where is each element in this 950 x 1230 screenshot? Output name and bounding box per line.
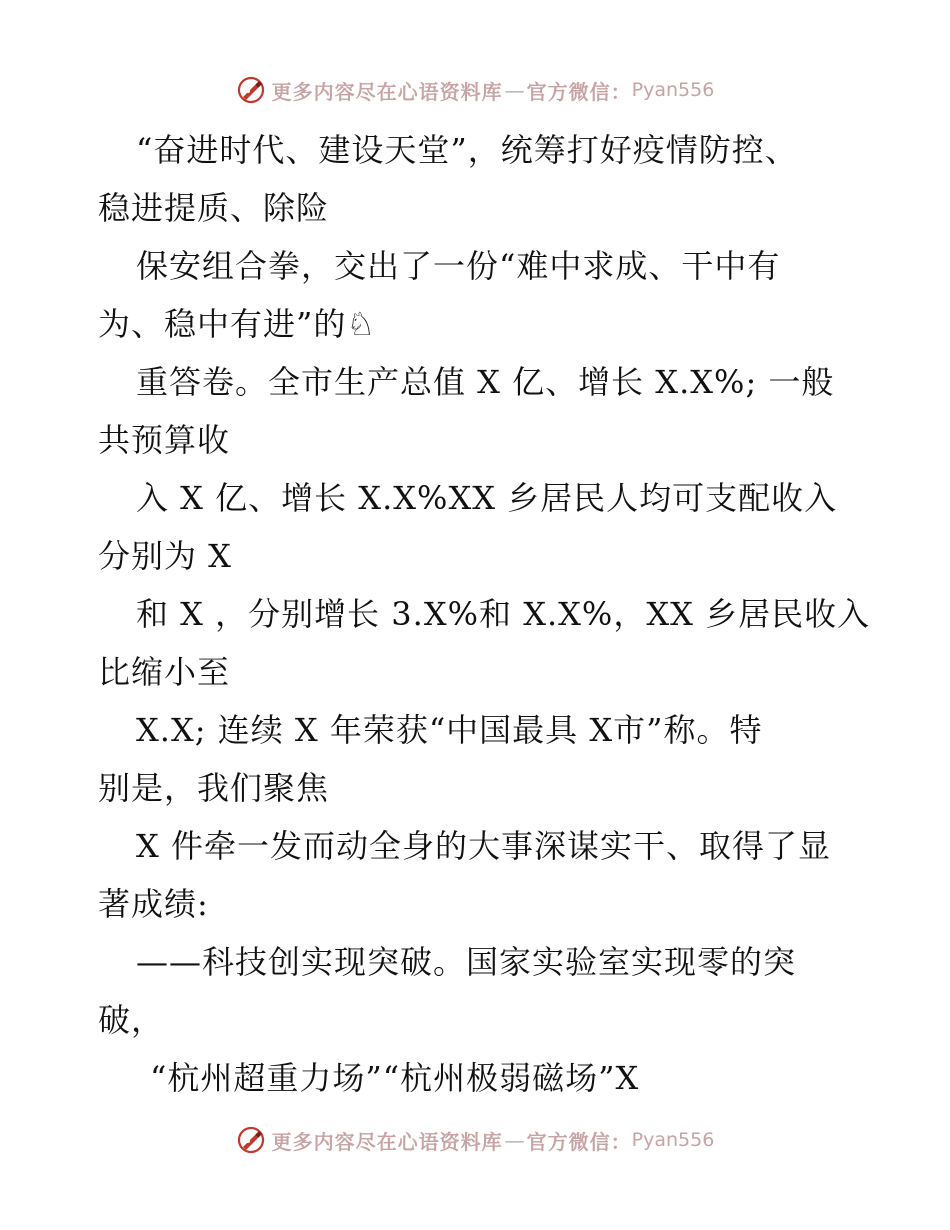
- text-line: 著成绩:: [98, 885, 209, 923]
- text-line: 破，: [98, 1001, 165, 1039]
- text-line: “杭州超重力场”“杭州极弱磁场”X: [150, 1059, 640, 1097]
- footer-separator: —: [504, 1128, 525, 1152]
- document-body: [98, 121, 871, 1107]
- text-line: 分别为 X: [98, 537, 232, 575]
- header-wechat-label: 官方微信：: [526, 79, 632, 104]
- header-site-text: 更多内容尽在心语资料库: [271, 79, 503, 104]
- text-line: 保安组合拳，交出了一份“难中求成、干中有: [136, 247, 781, 285]
- header-banner: [0, 70, 950, 110]
- text-line: 和 X ，分别增长 3.X%和 X.X%，XX 乡居民收入: [136, 595, 871, 633]
- header-wechat-id: Pyan556: [631, 79, 715, 101]
- footer-wechat-label: 官方微信：: [526, 1129, 632, 1154]
- footer-wechat-id: Pyan556: [631, 1129, 715, 1151]
- footer-banner: [0, 1120, 950, 1160]
- text-line: 共预算收: [98, 421, 231, 459]
- text-line: 别是，我们聚焦: [98, 769, 330, 807]
- text-line: X.X; 连续 X 年荣获“中国最具 X市”称。特: [136, 711, 763, 749]
- text-line: 稳进提质、除险: [98, 189, 330, 227]
- text-line: ——科技创实现突破。国家实验室实现零的突: [136, 943, 797, 981]
- header-separator: —: [504, 78, 525, 102]
- text-line: 重答卷。全市生产总值 X 亿、增长 X.X%; 一般: [136, 363, 835, 401]
- footer-site-text: 更多内容尽在心语资料库: [271, 1129, 503, 1154]
- pen-logo-icon: [236, 75, 266, 105]
- text-line: X 件牵一发而动全身的大事深谋实干、取得了显: [136, 827, 831, 865]
- text-line: 为、稳中有进”的♘: [98, 305, 377, 343]
- pen-logo-icon: [236, 1125, 266, 1155]
- text-line: 比缩小至: [98, 653, 231, 691]
- text-line: “奋进时代、建设天堂”，统筹打好疫情防控、: [136, 131, 798, 169]
- text-line: 入 X 亿、增长 X.X%XX 乡居民人均可支配收入: [136, 479, 838, 517]
